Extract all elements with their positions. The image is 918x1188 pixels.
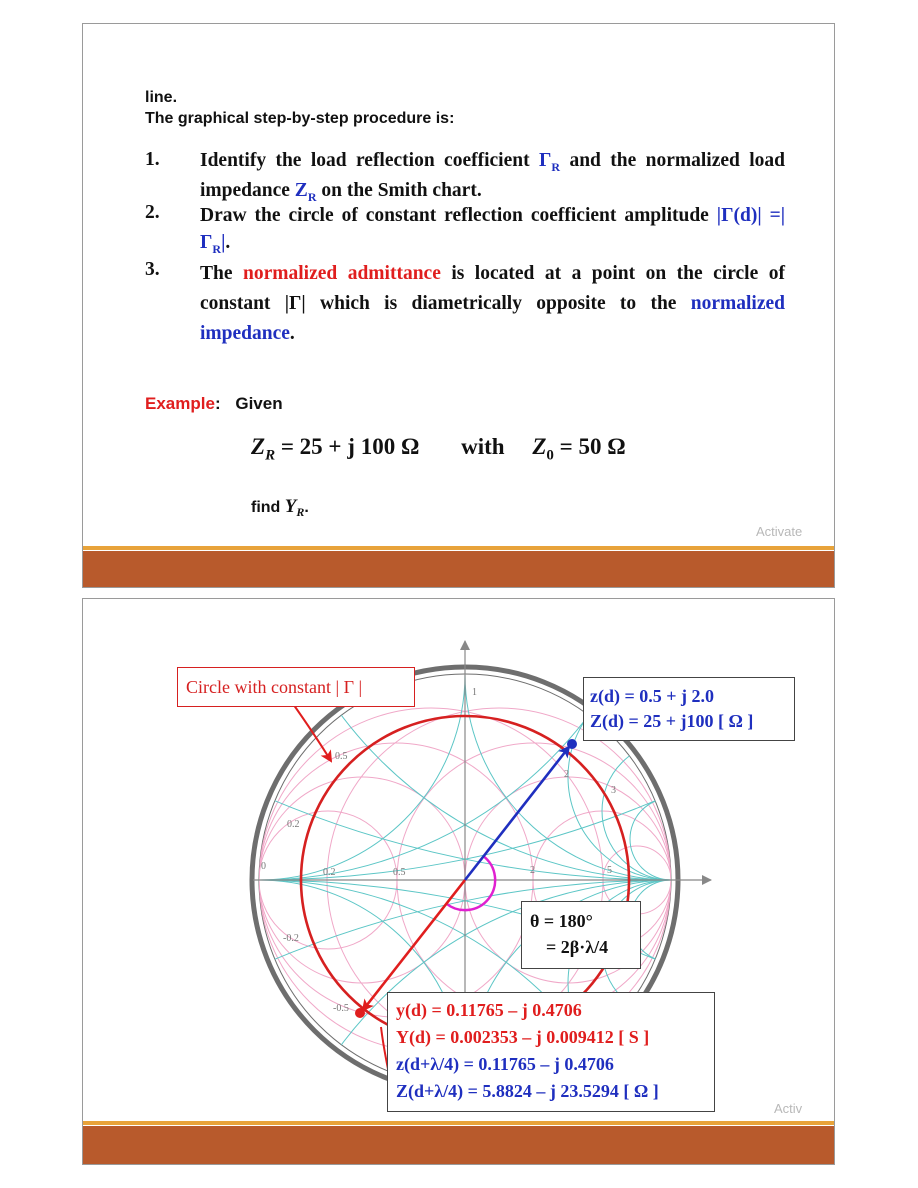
- given-equation: $Z_R = 25 + j$ 100 Ω with $Z_0 = 50$ Ω: [251, 434, 626, 464]
- find-line: find $Y_R$.: [251, 496, 309, 520]
- given-label: Given: [235, 394, 283, 413]
- footer-line: [83, 1121, 834, 1125]
- footer-bar: [83, 551, 834, 588]
- label-top-1: 1: [472, 687, 477, 698]
- theta-box: [521, 901, 641, 969]
- watermark: Activ: [774, 1101, 803, 1116]
- label-x-m0.5: -0.5: [333, 1003, 349, 1014]
- footer-line: [83, 546, 834, 550]
- z-value-box: [583, 677, 795, 741]
- theta-formula: = 2β·λ/4: [546, 937, 609, 957]
- intro-text: The graphical step-by-step procedure is:: [145, 110, 455, 127]
- line-fragment: line.: [145, 89, 178, 106]
- label-r-0.5: 0.5: [393, 867, 406, 878]
- label-x-0.2: 0.2: [287, 819, 300, 830]
- step-3: [145, 259, 785, 349]
- z-quarter-actual: Z(d+λ/4) = 5.8824 – j 23.5294 [ Ω ]: [396, 1081, 659, 1101]
- slide-2: [82, 598, 835, 1165]
- example-label: Example: [145, 394, 215, 413]
- slide-1: [82, 23, 835, 588]
- impedance-point: [567, 739, 577, 749]
- label-x-2: 2: [564, 769, 569, 780]
- y-value-box: [387, 992, 715, 1112]
- z-normalized: z(d) = 0.5 + j 2.0: [590, 686, 714, 706]
- z-quarter-normalized: z(d+λ/4) = 0.11765 – j 0.4706: [396, 1054, 614, 1074]
- step-text: Identify the load reflection coefficient $\Gamma_R$ and the normalized load impedance $Z_R$ on the Smith chart.: [200, 150, 786, 204]
- label-x-3: 3: [611, 785, 616, 796]
- step-1: [145, 149, 786, 204]
- footer-bar: [83, 1126, 834, 1165]
- example-line: Example: Given: [145, 394, 283, 413]
- admittance-point: [355, 1008, 365, 1018]
- label-x-0.5: 0.5: [335, 751, 348, 762]
- step-number: 3.: [145, 259, 160, 280]
- z-actual: Z(d) = 25 + j100 [ Ω ]: [590, 711, 754, 731]
- theta-value: θ = 180°: [530, 911, 593, 931]
- label-r-0.2: 0.2: [323, 867, 336, 878]
- step-number: 2.: [145, 202, 160, 223]
- step-text: Draw the circle of constant reflection coefficient amplitude $|\Gamma(d)| =|\Gamma_R|$.: [200, 205, 785, 256]
- label-x-m0.2: -0.2: [283, 933, 299, 944]
- y-normalized: y(d) = 0.11765 – j 0.4706: [396, 1000, 582, 1020]
- label-r-2: 2: [530, 865, 535, 876]
- circle-label-box: Circle with constant | Γ |: [177, 667, 415, 707]
- step-text: The normalized admittance is located at a point on the circle of constant |Γ| which is diametrically opposite to the normalized impedance.: [200, 263, 785, 344]
- y-actual: Y(d) = 0.002353 – j 0.009412 [ S ]: [396, 1027, 650, 1047]
- watermark: Activate: [756, 524, 803, 539]
- step-number: 1.: [145, 149, 160, 170]
- step-2: [145, 202, 785, 257]
- label-r-5: 5: [607, 865, 612, 876]
- label-r-0: 0: [261, 861, 266, 872]
